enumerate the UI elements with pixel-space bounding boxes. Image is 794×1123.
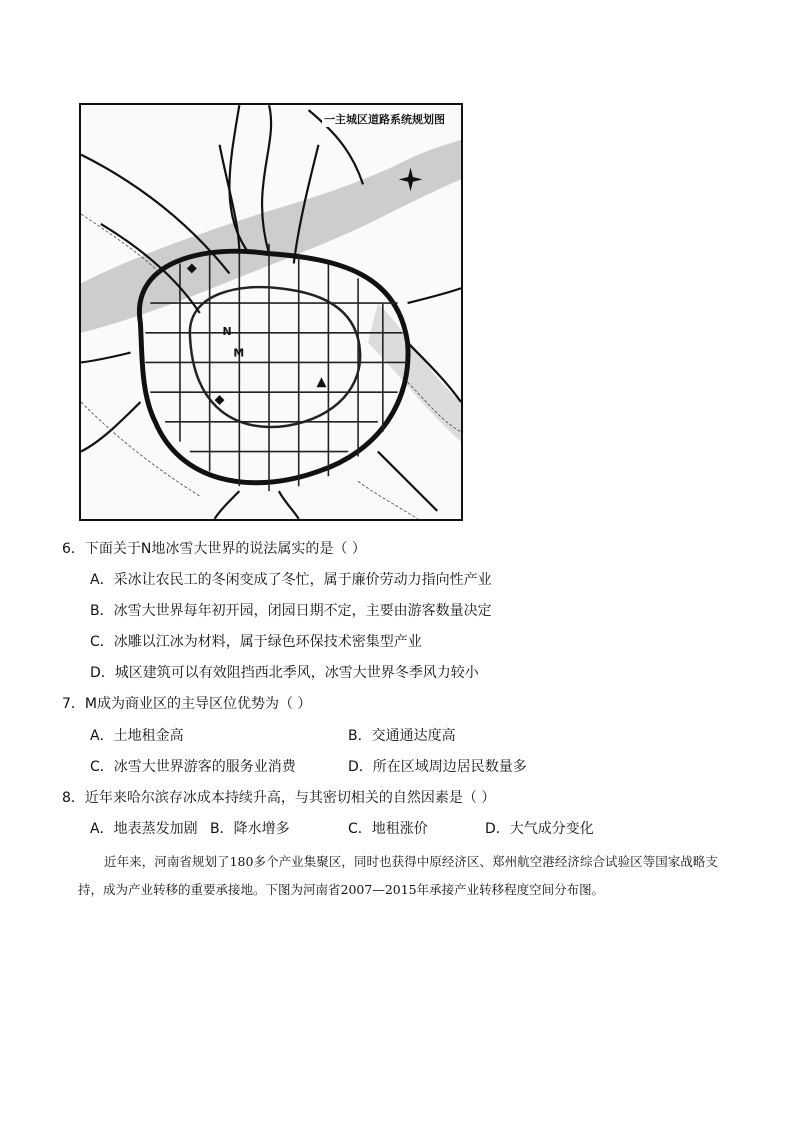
question-8-stem: 8．近年来哈尔滨存冰成本持续升高，与其密切相关的自然因素是（ ） — [62, 790, 496, 806]
question-6-option-d: D．城区建筑可以有效阻挡西北季风，冰雪大世界冬季风力较小 — [90, 665, 479, 681]
question-6-option-b: B．冰雪大世界每年初开园，闭园日期不定，主要由游客数量决定 — [90, 603, 492, 619]
road-system-map — [79, 103, 463, 521]
question-6-option-c: C．冰雕以江冰为材料，属于绿色环保技术密集型产业 — [90, 634, 422, 650]
marker-triangle — [317, 377, 327, 387]
question-6-stem: 6．下面关于N地冰雪大世界的说法属实的是（ ） — [62, 541, 366, 557]
label-n: N — [222, 324, 232, 338]
map-title: 一主城区道路系统规划图 — [324, 113, 445, 126]
inner-ring — [190, 287, 360, 427]
question-7-option-a: A．土地租金高 — [90, 728, 184, 744]
question-8-option-b: B．降水增多 — [210, 821, 290, 837]
map-graphic — [81, 105, 461, 519]
question-7-option-b: B．交通通达度高 — [348, 728, 456, 744]
question-8-option-a: A．地表蒸发加剧 — [90, 821, 198, 837]
reading-passage — [78, 848, 718, 904]
marker-diamond-2 — [215, 395, 225, 405]
question-8-option-c: C．地租涨价 — [348, 821, 428, 837]
question-7-option-c: C．冰雪大世界游客的服务业消费 — [90, 759, 296, 775]
river-lower — [368, 303, 461, 442]
passage-text: 近年来，河南省规划了180多个产业集聚区，同时也获得中原经济区、郑州航空港经济综合试验区等国家战略支持，成为产业转移的重要承接地。下图为河南省2007—2015年承接产业转移程度空间分布图。 — [78, 854, 718, 897]
question-6-option-a: A．采冰让农民工的冬闲变成了冬忙，属于廉价劳动力指向性产业 — [90, 572, 492, 588]
question-7-option-d: D．所在区域周边居民数量多 — [348, 759, 527, 775]
question-8-option-d: D．大气成分变化 — [485, 821, 594, 837]
label-m: M — [233, 346, 245, 360]
question-7-stem: 7．M成为商业区的主导区位优势为（ ） — [62, 696, 312, 712]
